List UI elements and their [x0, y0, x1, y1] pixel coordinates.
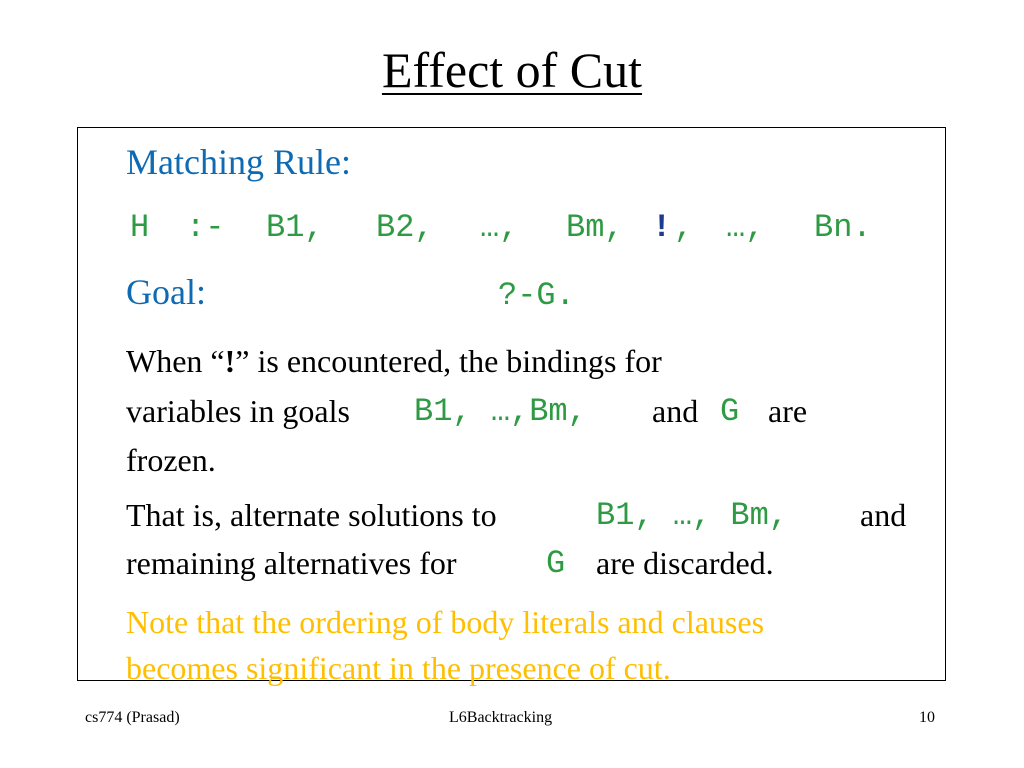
para2-and: and	[860, 497, 907, 533]
para2-code: B1, …, Bm,	[596, 497, 789, 534]
para2-line2: remaining alternatives for	[126, 545, 457, 581]
rule-ellipsis-1: …,	[480, 209, 519, 246]
rule-head: H	[130, 209, 150, 246]
para1-and: and	[652, 393, 699, 429]
slide-title: Effect of Cut	[381, 42, 643, 98]
goal-label: Goal:	[126, 272, 206, 312]
rule-cut: !	[652, 209, 672, 246]
para1-line1: When “!” is encountered, the bindings for	[126, 343, 662, 379]
rule-comma: ,	[674, 209, 694, 246]
note-line1: Note that the ordering of body literals and clauses	[126, 604, 765, 640]
footer-left: cs774 (Prasad)	[85, 709, 180, 726]
para2-line1: That is, alternate solutions to	[126, 497, 497, 533]
para1-are: are	[768, 393, 808, 429]
footer-center: L6Backtracking	[449, 709, 553, 726]
rule-neck: :-	[186, 209, 225, 246]
footer-page-number: 10	[919, 709, 935, 726]
para1-code: B1, …,Bm,	[414, 393, 587, 430]
cut-symbol: !	[224, 343, 236, 379]
para1-line3: frozen.	[126, 442, 216, 478]
rule-ellipsis-2: …,	[726, 209, 765, 246]
goal-code: ?-G.	[498, 277, 575, 314]
rule-b1: B1,	[266, 209, 324, 246]
rule-bn: Bn.	[814, 209, 872, 246]
rule-bm: Bm,	[566, 209, 624, 246]
matching-rule-label: Matching Rule:	[126, 142, 351, 182]
note-line2: becomes significant in the presence of cut.	[126, 650, 671, 686]
para1-line2: variables in goals	[126, 393, 350, 429]
rule-b2: B2,	[376, 209, 434, 246]
para1-g: G	[720, 393, 740, 430]
para2-g: G	[546, 545, 566, 582]
para2-discarded: are discarded.	[596, 545, 774, 581]
